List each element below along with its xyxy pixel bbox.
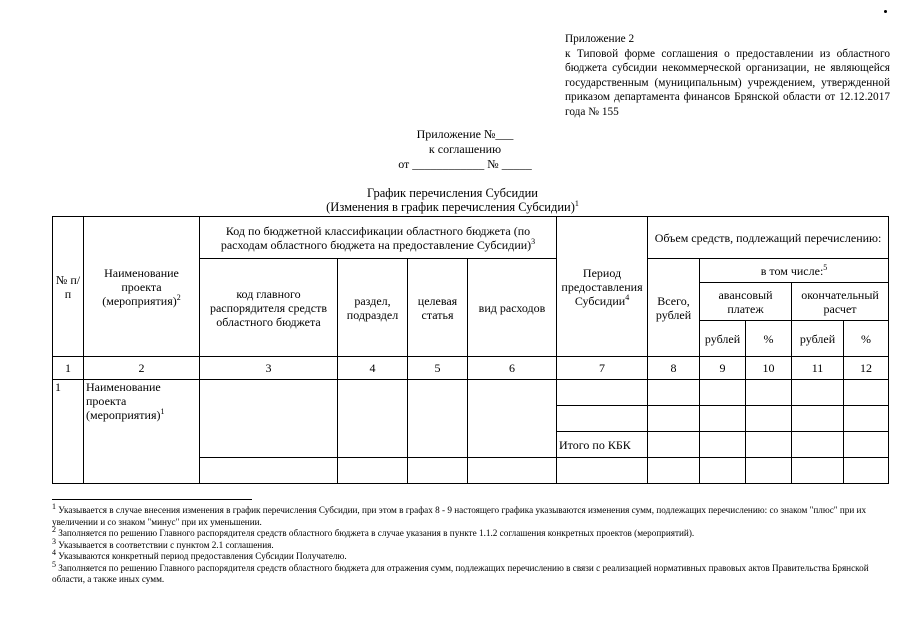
cell: [746, 432, 792, 458]
footnotes: [52, 501, 888, 586]
col-number-9: 9: [700, 357, 746, 380]
cell: [557, 458, 648, 484]
total-by-kbk-label: Итого по КБК: [557, 432, 648, 458]
row-1-name-note: 1: [160, 407, 165, 416]
agreement-line-3: от ____________ № _____: [398, 157, 532, 171]
footnote-divider: [52, 499, 252, 500]
col-number-1: 1: [53, 357, 84, 380]
footnote-4-mark: 4: [52, 547, 56, 557]
cell: [700, 380, 746, 406]
header-kbk-note: 3: [531, 236, 536, 246]
schedule-subtitle: [0, 200, 905, 214]
col-number-5: 5: [408, 357, 468, 380]
header-volume: Объем средств, подлежащий перечислению:: [648, 217, 889, 259]
footnote-3: [52, 536, 888, 552]
cell: [648, 432, 700, 458]
cell: [844, 458, 889, 484]
footnote-1: [52, 501, 888, 528]
header-including-note: 5: [823, 262, 828, 272]
col-number-10: 10: [746, 357, 792, 380]
header-advance-pct: %: [746, 321, 792, 357]
cell: [844, 406, 889, 432]
footnote-1-text: Указывается в случае внесения изменения в график перечисления Субсидии, при этом в графах 8 - 9 настоящего графика указываются изменения сумм, подлежащих перечислению: со знаком "плюс" при их увеличении и со знаком "минус" при их уменьшении.: [52, 505, 867, 527]
annex-heading: Приложение 2: [565, 33, 635, 45]
cell: [468, 458, 557, 484]
schedule-title: График перечисления Субсидии: [367, 186, 538, 200]
header-num: № п/п: [53, 217, 84, 357]
header-advance-rub: рублей: [700, 321, 746, 357]
cell: [408, 458, 468, 484]
col-number-2: 2: [84, 357, 200, 380]
footnote-5-text: Заполняется по решению Главного распорядителя средств областного бюджета для отражения сумм, подлежащих перечислению в связи с реализацией нормативных правовых актов Правительства Брянской области, а также иных сумм.: [52, 562, 869, 584]
scan-speck: [884, 10, 887, 13]
header-name: [84, 217, 200, 357]
schedule-subtitle-note: 1: [574, 198, 579, 208]
cell: [468, 380, 557, 458]
cell: [792, 458, 844, 484]
cell: [648, 380, 700, 406]
col-number-4: 4: [338, 357, 408, 380]
cell: [844, 380, 889, 406]
row-1-name-text: Наименование проекта (мероприятия): [86, 380, 161, 422]
cell: [746, 380, 792, 406]
cell: [700, 458, 746, 484]
cell: [792, 432, 844, 458]
footnote-3-mark: 3: [52, 536, 56, 546]
row-1-num: 1: [53, 380, 84, 484]
footnote-3-text: Указывается в соответствии с пунктом 2.1 соглашения.: [58, 539, 274, 550]
cell: [557, 406, 648, 432]
agreement-line-1: Приложение №___: [416, 127, 514, 141]
footnote-2-mark: 2: [52, 524, 56, 534]
header-total: Всего, рублей: [648, 259, 700, 357]
col-number-7: 7: [557, 357, 648, 380]
col-number-12: 12: [844, 357, 889, 380]
header-grbs-code: код главного распорядителя средств областного бюджета: [200, 259, 338, 357]
cell: [200, 458, 338, 484]
cell: [200, 380, 338, 458]
header-name-note: 2: [176, 292, 181, 302]
cell: [557, 380, 648, 406]
cell: [746, 406, 792, 432]
cell: [700, 432, 746, 458]
header-advance: авансовый платеж: [700, 283, 792, 321]
header-name-text: Наименование проекта (мероприятия): [102, 265, 179, 308]
header-section: раздел, подраздел: [338, 259, 408, 357]
annex-header: [565, 32, 890, 120]
col-number-11: 11: [792, 357, 844, 380]
cell: [746, 458, 792, 484]
cell: [792, 406, 844, 432]
cell: [844, 432, 889, 458]
footnote-2: [52, 524, 888, 540]
header-period: [557, 217, 648, 357]
footnote-4-text: Указываются конкретный период предоставления Субсидии Получателю.: [58, 551, 347, 561]
header-period-note: 4: [625, 292, 630, 302]
cell: [700, 406, 746, 432]
cell: [338, 380, 408, 458]
cell: [648, 458, 700, 484]
header-final-pct: %: [844, 321, 889, 357]
cell: [648, 406, 700, 432]
cell: [792, 380, 844, 406]
row-1-name: [84, 380, 200, 484]
footnote-4: [52, 547, 888, 563]
header-final-rub: рублей: [792, 321, 844, 357]
header-final: окончательный расчет: [792, 283, 889, 321]
schedule-subtitle-text: (Изменения в график перечисления Субсидии): [326, 200, 575, 214]
header-kbk: [200, 217, 557, 259]
col-number-8: 8: [648, 357, 700, 380]
cell: [408, 380, 468, 458]
col-number-6: 6: [468, 357, 557, 380]
footnote-5-mark: 5: [52, 559, 56, 569]
cell: [338, 458, 408, 484]
col-number-3: 3: [200, 357, 338, 380]
header-expense-type: вид расходов: [468, 259, 557, 357]
header-including-text: в том числе:: [760, 263, 824, 278]
footnote-2-text: Заполняется по решению Главного распорядителя средств областного бюджета в случае указания в пункте 1.1.2 соглашения конкретных проектов (мероприятий).: [58, 528, 695, 538]
subsidy-schedule-table: [52, 216, 889, 484]
annex-text: к Типовой форме соглашения о предоставлении из областного бюджета субсидии некоммерческой организации, не являющейся государственным (муниципальным) учреждением, утвержденной приказом департамента финансов Брянской области от 12.12.2017 года № 155: [565, 47, 890, 118]
footnote-1-mark: 1: [52, 501, 56, 511]
header-including: [700, 259, 889, 283]
header-target: целевая статья: [408, 259, 468, 357]
header-period-text: Период предоставления Субсидии: [561, 265, 643, 308]
footnote-5: [52, 559, 888, 586]
header-kbk-text: Код по бюджетной классификации областного бюджета (по расходам областного бюджета на предоставление Субсидии): [220, 223, 532, 252]
agreement-line-2: к соглашению: [428, 142, 502, 156]
